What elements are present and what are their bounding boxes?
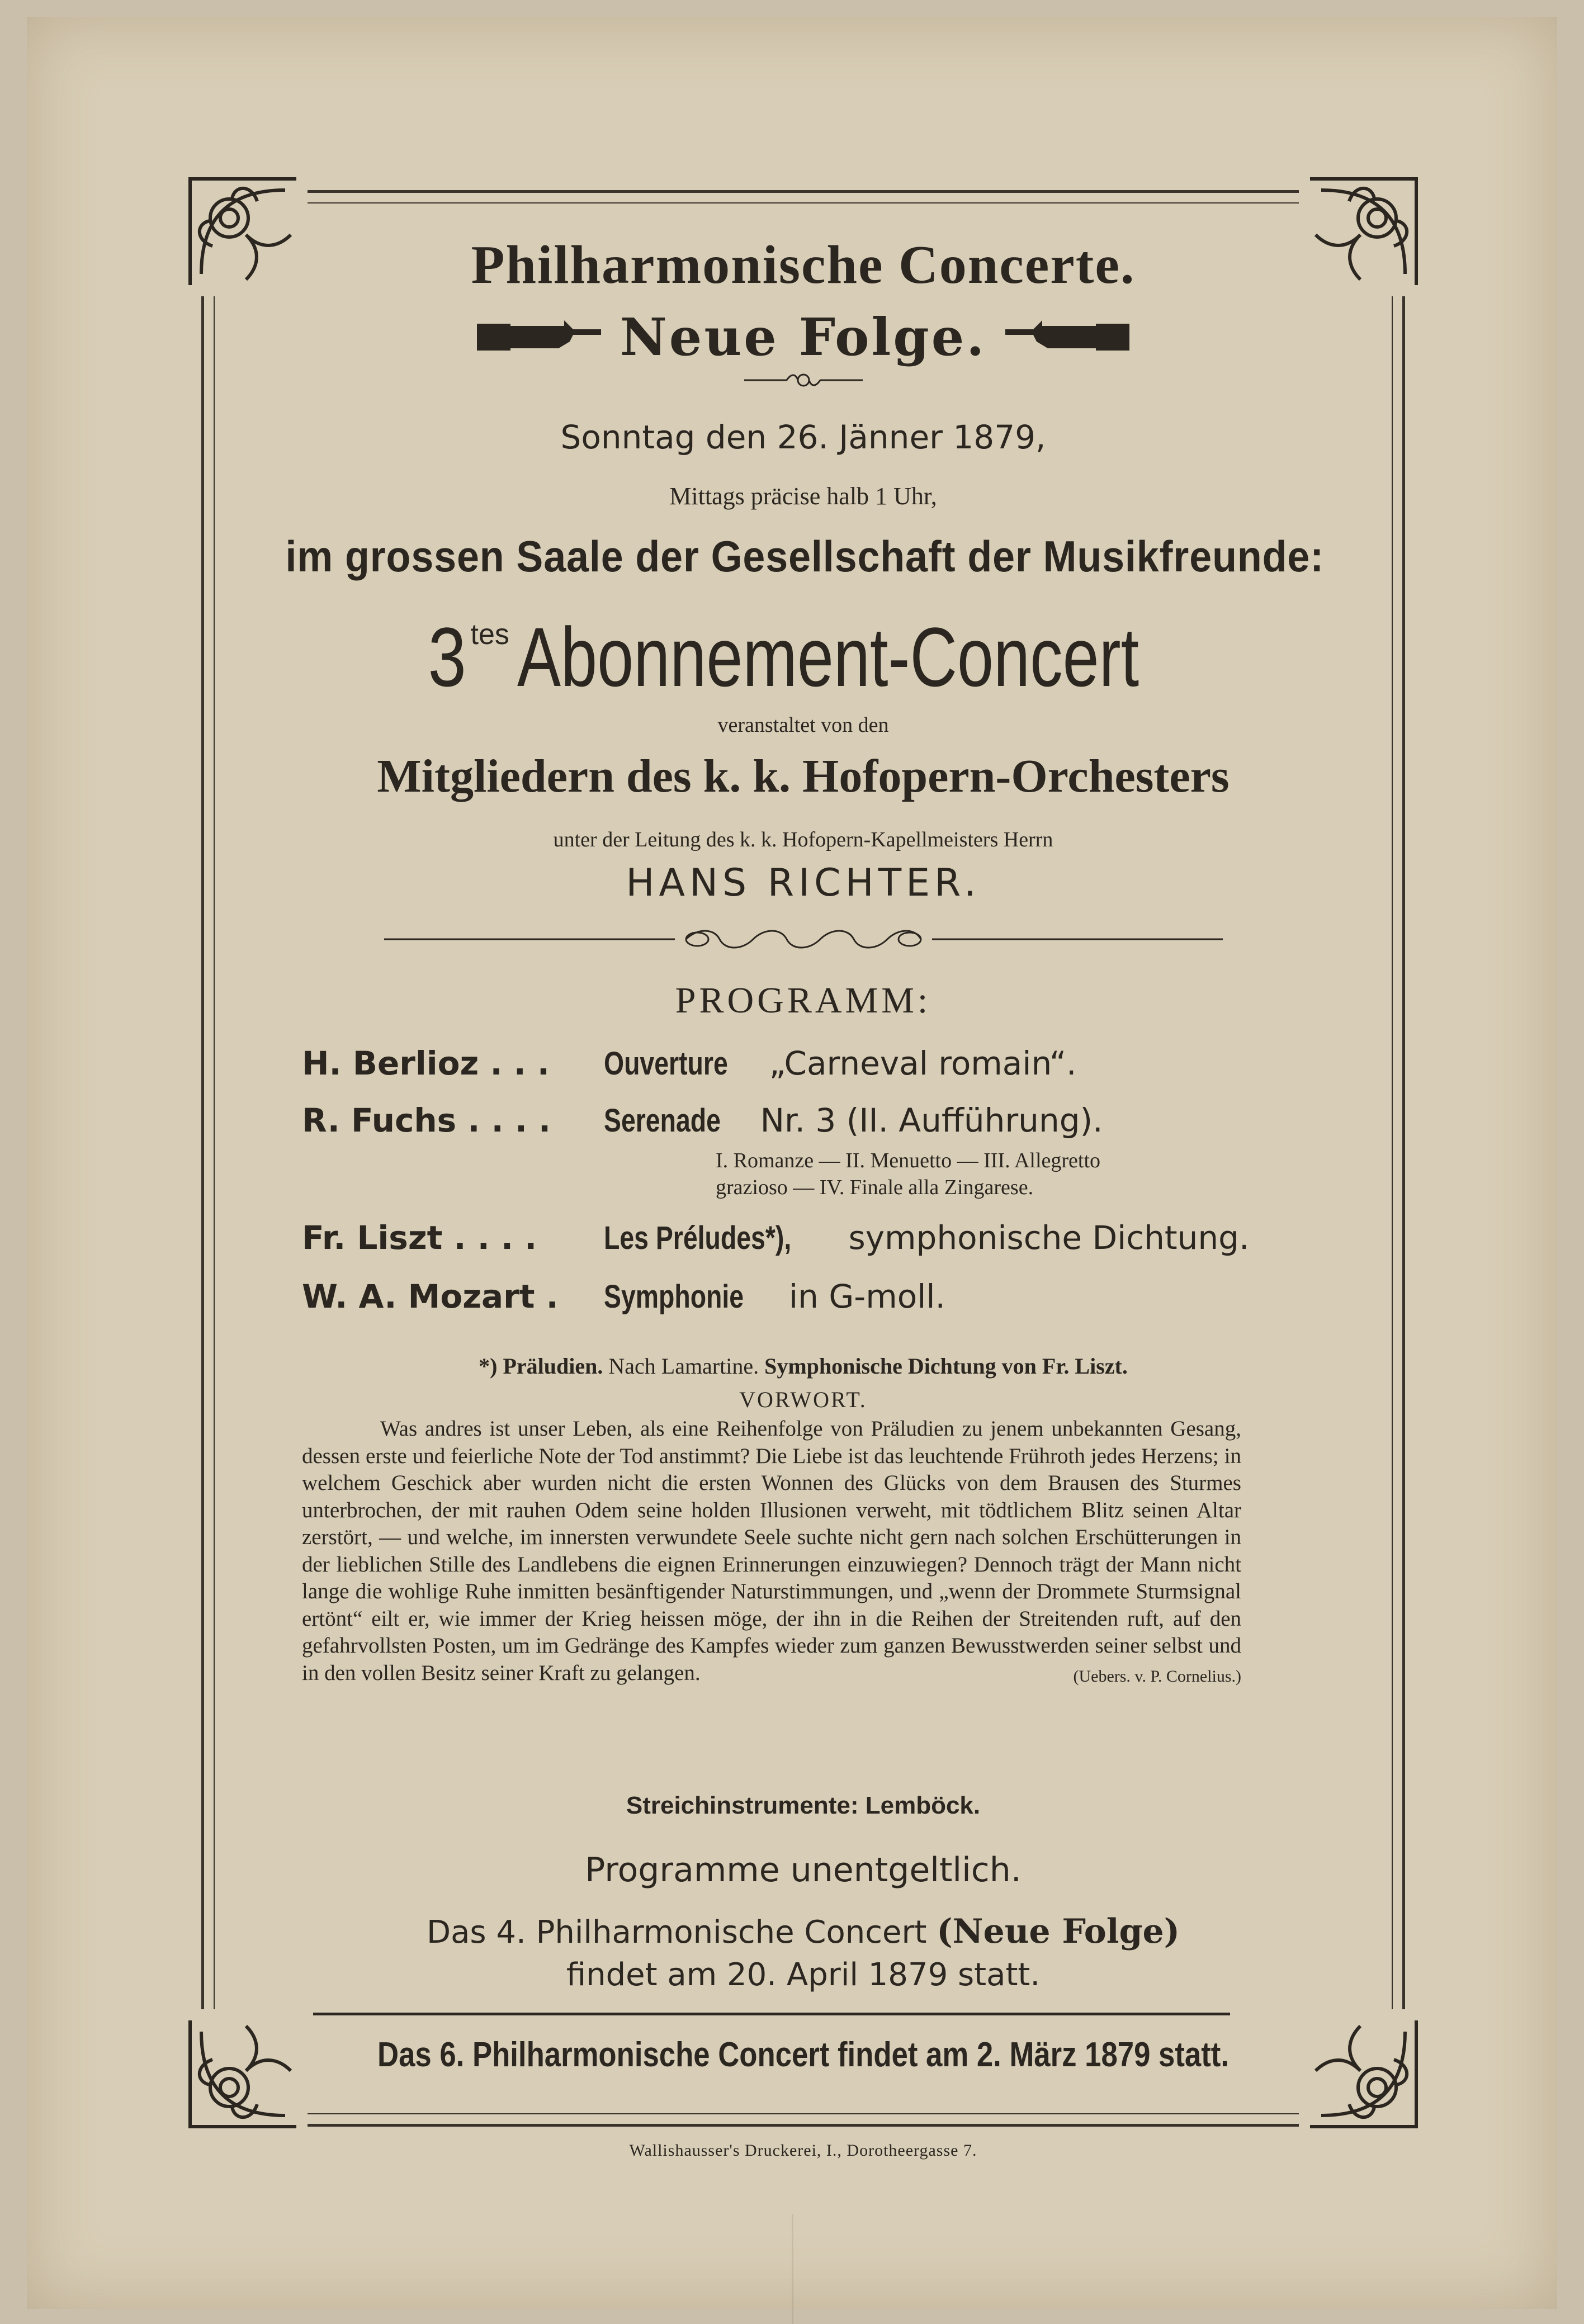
final-notice: Das 6. Philharmonische Concert findet am 2. März 1879 statt. (377, 2036, 1229, 2074)
program-movements (716, 1147, 1275, 1201)
concert-number: 3 (428, 610, 467, 704)
conductor-intro: unter der Leitung des k. k. Hofopern-Kapellmeisters Herrn (553, 828, 1053, 851)
program-work (604, 1219, 1249, 1257)
movements-line: I. Romanze — II. Menuetto — III. Allegretto (716, 1149, 1101, 1172)
concert-heading (240, 609, 1366, 704)
concert-number-suffix: tes (470, 618, 509, 651)
vorwort-heading: VORWORT. (739, 1387, 867, 1412)
program-work-detail: in G-moll. (778, 1277, 945, 1315)
program-composer: W. A. Mozart . (302, 1277, 559, 1315)
vorwort-text (302, 1416, 1241, 1690)
program-work-detail: „Carneval romain“. (759, 1044, 1077, 1082)
program-work-title: Ouverture (604, 1045, 728, 1082)
program-work-detail: symphonische Dichtung. (838, 1219, 1250, 1257)
program-work (604, 1277, 945, 1315)
program-heading: PROGRAMM: (675, 980, 932, 1021)
program-work (604, 1044, 1076, 1082)
program-work-title: Les Préludes*), (604, 1220, 792, 1256)
orchestra-name: Mitgliedern des k. k. Hofopern-Orchesters (377, 750, 1230, 802)
program-work-title: Symphonie (604, 1279, 744, 1315)
page-subtitle: Neue Folge. (620, 307, 987, 367)
conductor-name: HANS RICHTER. (626, 861, 981, 905)
free-program-notice: Programme unentgeltlich. (585, 1850, 1022, 1890)
vorwort-body: Was andres ist unser Leben, als eine Reihenfolge von Präludien zu jenem unbekannten Gesang, dessen erste und feierliche Note der Tod anstimmt? Die Liebe ist das leuchtende Frühroth jedes Herzens; in welchem Geschick aber wurden nicht die ersten Wonnen des Glücks von dem Brausen des Sturmes unterbrochen, der mit rauhen Odem seine holden Illusionen verweht, mit tödtlichem Blitz seinen Altar zerstört, — und welche, im innersten verwundete Seele suchte nicht gern nach solchen Erschütterungen in der lieblichen Stille des Landlebens die eignen Erinnerungen einzuwiegen? Dennoch trägt der Mann nicht lange die wohlige Ruhe inmitten besänftigender Naturstimmungen, und „wenn der Drommete Sturmsignal ertönt“ eilt er, wie immer der Krieg heissen möge, der ihn in die Reihen der Streitenden ruft, auf den gefahrvollsten Posten, um im Gedränge des Kampfes wieder zum ganzen Bewusstwerden seiner selbst und in den vollen Besitz seiner Kraft zu gelangen. (302, 1417, 1241, 1685)
program-item (302, 1101, 1308, 1146)
pointing-hand-left-icon (1003, 315, 1132, 359)
next-concert-line (240, 1912, 1366, 1951)
program-composer: R. Fuchs . . . . (302, 1101, 551, 1139)
subtitle-row (240, 306, 1366, 368)
corner-ornament-icon (179, 2009, 308, 2138)
program-composer: H. Berlioz . . . (302, 1044, 550, 1082)
corner-ornament-icon (1299, 2009, 1427, 2138)
page-title: Philharmonische Concerte. (471, 235, 1136, 295)
program-work-detail: Nr. 3 (II. Aufführung). (750, 1101, 1103, 1139)
program-work-title: Serenade (604, 1102, 721, 1139)
printer-imprint: Wallishausser's Druckerei, I., Dorotheergasse 7. (629, 2141, 977, 2160)
movements-line: grazioso — IV. Finale alla Zingarese. (716, 1176, 1034, 1199)
footnote-heading (240, 1353, 1366, 1379)
next-concert-date: findet am 20. April 1879 statt. (566, 1957, 1041, 1993)
small-flourish-icon (240, 369, 1366, 391)
program-item (302, 1219, 1308, 1263)
divider-rule (313, 2013, 1230, 2015)
translator-credit: (Uebers. v. P. Cornelius.) (1073, 1667, 1241, 1686)
footnote-marker: *) Präludien. (479, 1353, 603, 1379)
organized-by-label: veranstaltet von den (717, 713, 889, 737)
footnote-source: Nach Lamartine. (603, 1353, 765, 1379)
concert-name: Abonnement-Concert (517, 610, 1139, 704)
next-concert-prefix: Das 4. Philharmonische Concert (426, 1914, 927, 1951)
program-composer: Fr. Liszt . . . . (302, 1219, 537, 1257)
footnote-title: Symphonische Dichtung von Fr. Liszt. (764, 1353, 1128, 1379)
strings-credit: Streichinstrumente: Lemböck. (626, 1792, 981, 1819)
paper-fold (792, 2214, 794, 2324)
event-venue: im grossen Saale der Gesellschaft der Musikfreunde: (285, 532, 1325, 581)
program-item (302, 1277, 1308, 1322)
program-item (302, 1044, 1308, 1089)
program-work (604, 1101, 1103, 1139)
event-time: Mittags präcise halb 1 Uhr, (669, 482, 937, 510)
next-concert-series: (Neue Folge) (937, 1912, 1180, 1951)
event-date: Sonntag den 26. Jänner 1879, (560, 418, 1046, 456)
pointing-hand-right-icon (475, 315, 603, 359)
divider-flourish-icon (240, 922, 1366, 956)
